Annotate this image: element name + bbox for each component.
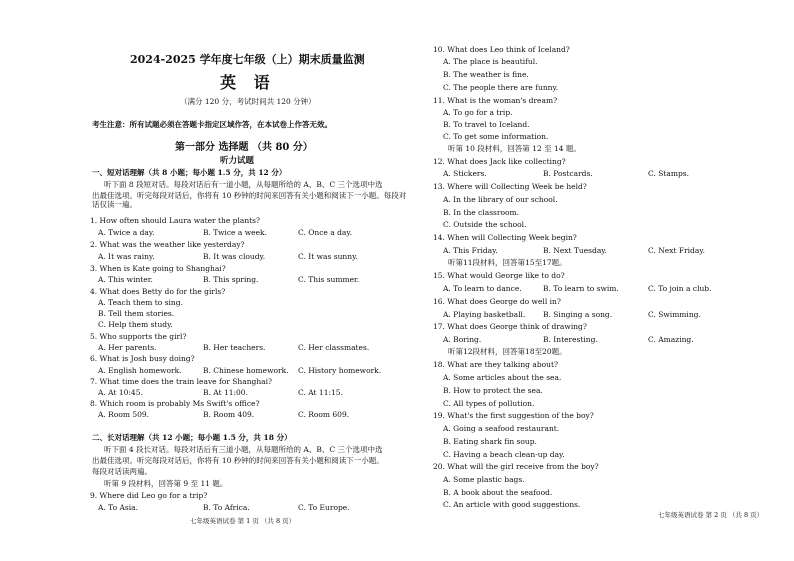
option-b: B. Next Tuesday. — [543, 246, 607, 255]
option-a: A. This Friday. — [443, 246, 498, 255]
page-footer: 七年级英语试卷 第 2 页 （共 8 页） — [658, 511, 764, 519]
option-c: C. Help them study. — [98, 320, 173, 329]
option-a: A. Playing basketball. — [443, 310, 526, 319]
question-11: 11. What is the woman's dream? — [433, 96, 558, 105]
option-b: B. In the classroom. — [443, 208, 520, 217]
option-c: C. This summer. — [298, 275, 360, 284]
question-7: 7. What time does the train leave for Shanghai? — [90, 377, 273, 386]
material-hint-12: 听第12段材料，回答第18至20题。 — [448, 347, 567, 356]
question-9: 9. Where did Leo go for a trip? — [90, 491, 208, 500]
option-c: C. The people there are funny. — [443, 83, 559, 92]
option-b: B. It was cloudy. — [203, 252, 266, 261]
question-8: 8. Which room is probably Ms Swift's office? — [90, 399, 260, 408]
option-c: C. Stamps. — [648, 169, 690, 178]
option-b: B. Tell them stories. — [98, 309, 175, 318]
question-20: 20. What will the girl receive from the boy? — [433, 462, 599, 471]
listening-heading: 听力试题 — [220, 156, 255, 166]
subject-title: 英 语 — [220, 73, 276, 92]
option-c: C. Outside the school. — [443, 220, 527, 229]
section2-instruction-2: 出最佳选项。听完每段对话后，你将有 10 秒钟的时间来回答有关小题和阅读下一小题。 — [92, 456, 384, 465]
option-c: C. To Europe. — [298, 503, 350, 512]
option-c: C. Swimming. — [648, 310, 701, 319]
question-3: 3. When is Kate going to Shanghai? — [90, 264, 226, 273]
option-a: A. Boring. — [443, 335, 482, 344]
option-b: B. Postcards. — [543, 169, 593, 178]
option-a: A. At 10:45. — [98, 388, 143, 397]
option-b: B. This spring. — [203, 275, 259, 284]
material-hint-10: 听第 10 段材料，回答第 12 至 14 题。 — [448, 144, 581, 153]
exam-title: 2024-2025 学年度七年级（上）期末质量监测 — [130, 53, 365, 66]
section1-instruction-2: 出最佳选项。听完每段对话后，你将有 10 秒钟的时间来回答有关小题和阅读下一小题。每段对话仅读一遍。 — [92, 191, 407, 209]
option-b: B. Singing a song. — [543, 310, 613, 319]
section2-hint: 听第 9 段材料，回答第 9 至 11 题。 — [104, 479, 228, 488]
option-c: C. Her classmates. — [298, 343, 370, 352]
option-b: B. Interesting. — [543, 335, 598, 344]
page-footer: 七年级英语试卷 第 1 页 （共 8 页） — [190, 517, 296, 525]
part1-heading: 第一部分 选择题 （共 80 分） — [175, 142, 313, 153]
option-b: B. The weather is fine. — [443, 70, 529, 79]
option-c: C. An article with good suggestions. — [443, 500, 581, 509]
option-b: B. To travel to Iceland. — [443, 120, 530, 129]
option-a: A. It was rainy. — [98, 252, 155, 261]
exam-note: 考生注意：所有试题必须在答题卡指定区域作答，在本试卷上作答无效。 — [92, 120, 332, 129]
option-c: C. It was sunny. — [298, 252, 358, 261]
section2-instruction-3: 每段对话读两遍。 — [92, 467, 152, 476]
option-a: A. Stickers. — [443, 169, 487, 178]
question-16: 16. What does George do well in? — [433, 297, 561, 306]
option-a: A. Some plastic bags. — [443, 475, 525, 484]
option-c: C. To get some information. — [443, 132, 549, 141]
section1-title: 一、短对话理解（共 8 小题；每小题 1.5 分，共 12 分） — [92, 168, 287, 177]
left-page — [80, 0, 415, 561]
option-b: B. To learn to swim. — [543, 284, 619, 293]
option-b: B. At 11:00. — [203, 388, 248, 397]
option-c: C. To join a club. — [648, 284, 712, 293]
question-18: 18. What are they talking about? — [433, 360, 558, 369]
question-19: 19. What's the first suggestion of the boy? — [433, 411, 594, 420]
option-b: B. Chinese homework. — [203, 366, 289, 375]
question-5: 5. Who supports the girl? — [90, 332, 187, 341]
option-c: C. Having a beach clean-up day. — [443, 450, 565, 459]
option-a: A. To go for a trip. — [443, 108, 513, 117]
option-a: A. To Asia. — [98, 503, 139, 512]
question-4: 4. What does Betty do for the girls? — [90, 287, 226, 296]
score-note: （满分 120 分，考试时间共 120 分钟） — [180, 97, 316, 106]
option-c: C. Next Friday. — [648, 246, 705, 255]
option-c: C. Once a day. — [298, 228, 352, 237]
question-6: 6. What is Josh busy doing? — [90, 354, 195, 363]
question-12: 12. What does Jack like collecting? — [433, 157, 566, 166]
option-a: A. In the library of our school. — [443, 195, 558, 204]
question-17: 17. What does George think of drawing? — [433, 322, 587, 331]
option-b: B. A book about the seafood. — [443, 488, 553, 497]
option-b: B. Room 409. — [203, 410, 255, 419]
option-a: A. Some articles about the sea. — [443, 373, 562, 382]
option-b: B. How to protect the sea. — [443, 386, 543, 395]
option-a: A. The place is beautiful. — [443, 57, 538, 66]
option-c: C. Amazing. — [648, 335, 694, 344]
question-10: 10. What does Leo think of Iceland? — [433, 45, 570, 54]
question-2: 2. What was the weather like yesterday? — [90, 240, 245, 249]
option-a: A. Her parents. — [98, 343, 157, 352]
question-1: 1. How often should Laura water the plants? — [90, 216, 261, 225]
section2-instruction-1: 听下面 4 段长对话。每段对话后有三道小题，从每题所给的 A、B、C 三个选项中选 — [104, 445, 383, 454]
question-15: 15. What would George like to do? — [433, 271, 565, 280]
option-c: C. All types of pollution. — [443, 399, 535, 408]
option-a: A. English homework. — [98, 366, 182, 375]
option-b: B. Twice a week. — [203, 228, 267, 237]
option-a: A. To learn to dance. — [443, 284, 522, 293]
option-a: A. Room 509. — [98, 410, 150, 419]
option-c: C. History homework. — [298, 366, 382, 375]
option-a: A. Going a seafood restaurant. — [443, 424, 560, 433]
section2-title: 二、长对话理解（共 12 小题；每小题 1.5 分，共 18 分） — [92, 433, 292, 442]
question-14: 14. When will Collecting Week begin? — [433, 233, 577, 242]
option-a: A. Twice a day. — [98, 228, 155, 237]
option-a: A. This winter. — [98, 275, 153, 284]
option-b: B. To Africa. — [203, 503, 250, 512]
option-a: A. Teach them to sing. — [98, 298, 183, 307]
option-b: B. Eating shark fin soup. — [443, 437, 537, 446]
material-hint-11: 听第11段材料，回答第15至17题。 — [448, 258, 567, 267]
question-13: 13. Where will Collecting Week be held? — [433, 182, 587, 191]
option-c: C. Room 609. — [298, 410, 350, 419]
section1-instruction-1: 听下面 8 段短对话。每段对话后有一道小题，从每题所给的 A、B、C 三个选项中选 — [104, 180, 383, 189]
right-page — [428, 0, 778, 561]
option-b: B. Her teachers. — [203, 343, 266, 352]
option-c: C. At 11:15. — [298, 388, 343, 397]
